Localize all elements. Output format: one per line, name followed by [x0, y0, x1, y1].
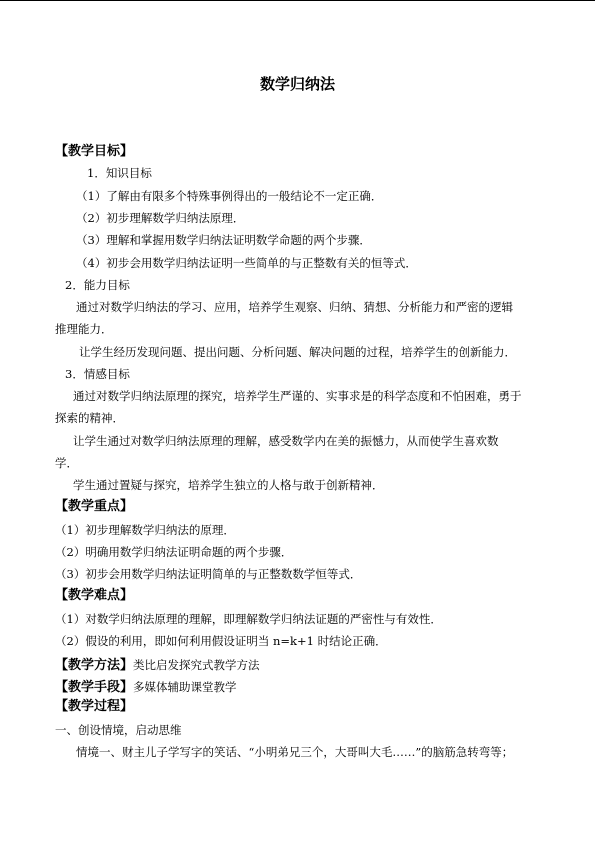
knowledge-item-1: （1）了解由有限多个特殊事例得出的一般结论不一定正确．	[76, 189, 383, 203]
emotion-paragraph-2-line-1: 让学生通过对数学归纳法原理的理解，感受数学内在美的振憾力，从而使学生喜欢数	[73, 434, 499, 448]
means-row	[55, 676, 237, 697]
knowledge-objective-label: 1．知识目标	[87, 166, 152, 180]
difficulty-item-2: （2）假设的利用，即如何利用假设证明当 n=k+1 时结论正确．	[55, 634, 387, 648]
means-heading: 【教学手段】	[55, 680, 134, 695]
document-title: 数学归纳法	[259, 75, 335, 93]
method-text: 类比启发探究式教学方法	[133, 658, 260, 672]
emotion-paragraph-2-line-2: 学．	[55, 456, 78, 470]
key-point-item-1: （1）初步理解数学归纳法的原理．	[55, 523, 235, 537]
method-row	[55, 654, 260, 675]
emotion-paragraph-3: 学生通过置疑与探究，培养学生独立的人格与敢于创新精神．	[73, 478, 384, 492]
ability-paragraph-2: 让学生经历发现问题、提出问题、分析问题、解决问题的过程，培养学生的创新能力．	[79, 345, 516, 359]
ability-paragraph-1-line-2: 推理能力．	[55, 322, 113, 336]
ability-objective-label: 2．能力目标	[65, 278, 130, 292]
process-scene-1: 情境一、财主儿子学写字的笑话、“小明弟兄三个，大哥叫大毛……”的脑筋急转弯等；	[76, 745, 514, 759]
key-point-item-3: （3）初步会用数学归纳法证明简单的与正整数数学恒等式．	[55, 567, 362, 581]
key-point-item-2: （2）明确用数学归纳法证明命题的两个步骤．	[55, 545, 293, 559]
method-heading: 【教学方法】	[55, 658, 134, 673]
objectives-heading: 【教学目标】	[55, 144, 134, 159]
top-border-line	[0, 0, 595, 1]
emotion-paragraph-1-line-1: 通过对数学归纳法原理的探究，培养学生严谨的、实事求是的科学态度和不怕困难，勇于	[73, 389, 522, 403]
knowledge-item-2: （2）初步理解数学归纳法原理．	[76, 211, 245, 225]
means-text: 多媒体辅助课堂教学	[133, 680, 237, 694]
difficulty-item-1: （1）对数学归纳法原理的理解，即理解数学归纳法证题的严密性与有效性．	[55, 612, 442, 626]
key-points-heading: 【教学重点】	[55, 499, 134, 514]
knowledge-item-4: （4）初步会用数学归纳法证明一些简单的与正整数有关的恒等式．	[76, 256, 417, 270]
emotion-objective-label: 3．情感目标	[65, 367, 130, 381]
difficulties-heading: 【教学难点】	[55, 588, 134, 603]
emotion-paragraph-1-line-2: 探索的精神．	[55, 411, 124, 425]
ability-paragraph-1-line-1: 通过对数学归纳法的学习、应用，培养学生观察、归纳、猜想、分析能力和严密的逻辑	[76, 300, 513, 314]
process-step-1: 一、创设情境，启动思维	[55, 723, 182, 737]
knowledge-item-3: （3）理解和掌握用数学归纳法证明数学命题的两个步骤．	[76, 233, 371, 247]
process-heading: 【教学过程】	[55, 699, 134, 714]
